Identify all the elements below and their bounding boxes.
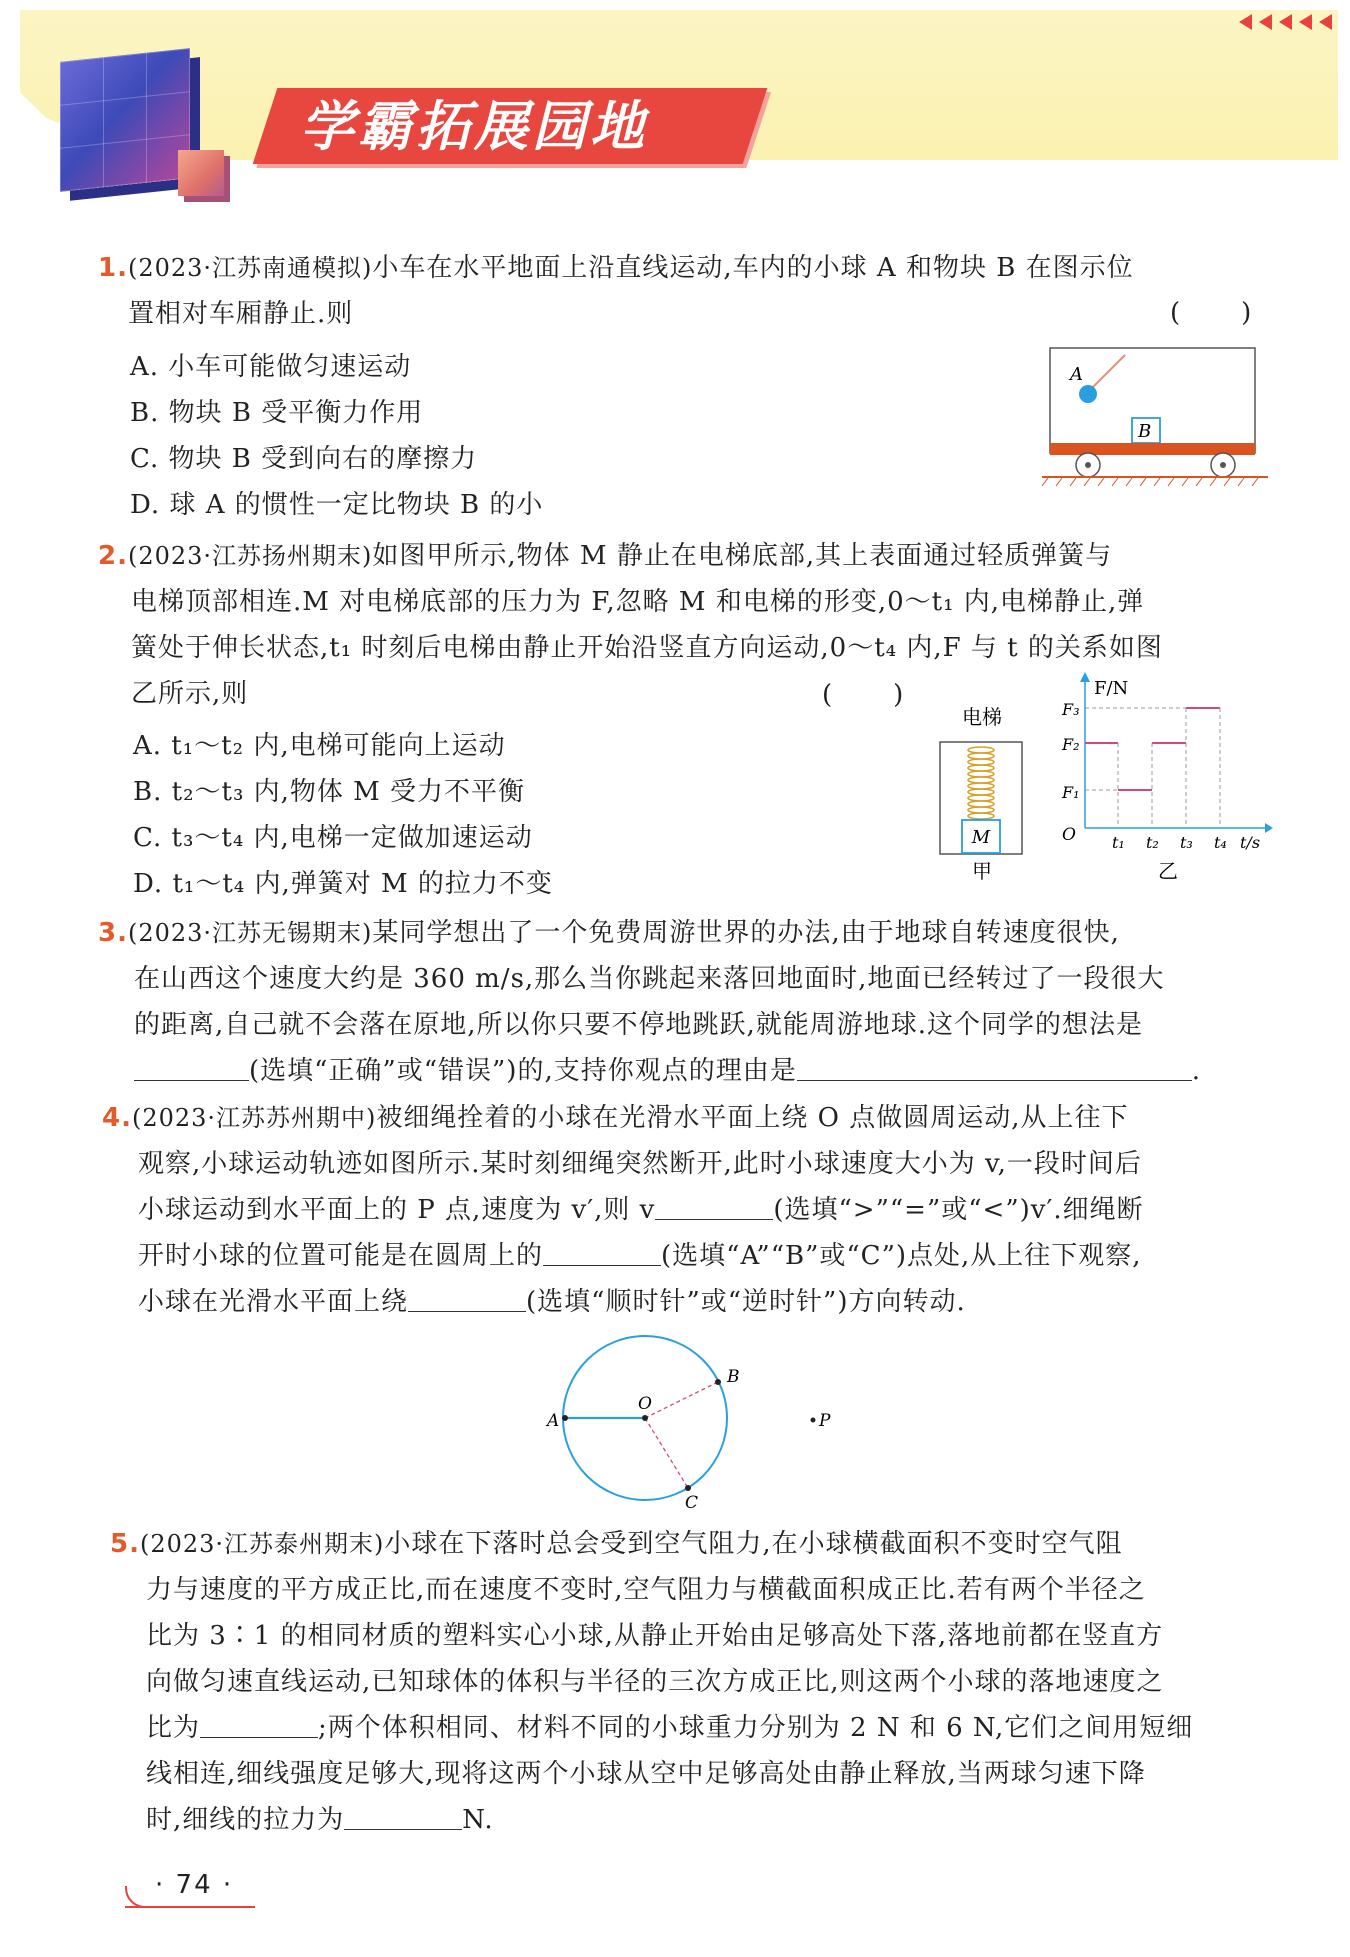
question-text-line: 的距离,自己就不会落在原地,所以你只要不停地跳跃,就能周游地球.这个同学的想法是 [134, 1010, 1144, 1040]
circle-motion-figure [535, 1330, 865, 1510]
cube-decoration-small [178, 150, 224, 196]
option-d: D. t₁～t₄ 内,弹簧对 M 的拉力不变 [133, 869, 553, 899]
question-text-line: 开时小球的位置可能是在圆周上的 [138, 1241, 544, 1271]
figure-caption: 甲 [972, 859, 992, 883]
cart-figure [1040, 340, 1270, 492]
question-4 [102, 1095, 1282, 1325]
question-text-line: 观察,小球运动轨迹如图所示.某时刻细绳突然断开,此时小球速度大小为 v,一段时间后 [138, 1149, 1142, 1179]
x-tick-t2: t₂ [1146, 833, 1159, 852]
elevator-figure [932, 700, 1047, 885]
option-a: A. t₁～t₂ 内,电梯可能向上运动 [133, 731, 506, 761]
question-text-line: 线相连,细线强度足够大,现将这两个小球从空中足够高处由静止释放,当两球匀速下降 [146, 1759, 1146, 1789]
options-list [133, 723, 553, 907]
question-text-line: 向做匀速直线运动,已知球体的体积与半径的三次方成正比,则这两个小球的落地速度之 [146, 1667, 1164, 1697]
question-5 [110, 1521, 1290, 1843]
force-time-graph [1050, 668, 1275, 886]
question-number: 1. [98, 253, 128, 283]
question-text-line: 小球在下落时总会受到空气阻力,在小球横截面积不变时空气阻 [384, 1529, 1123, 1559]
y-axis-label: F/N [1094, 678, 1129, 699]
answer-blank[interactable] [543, 1241, 661, 1266]
question-source: (2023·江苏扬州期末) [127, 542, 373, 570]
block-m-label: M [971, 827, 991, 848]
answer-blank[interactable] [797, 1056, 1192, 1081]
question-text-line: 置相对车厢静止.则 [128, 299, 354, 329]
option-b: B. t₂～t₃ 内,物体 M 受力不平衡 [133, 777, 526, 807]
question-text-line: 比为 [146, 1713, 201, 1743]
question-text-line: N. [462, 1805, 494, 1835]
question-text-line: 在山西这个速度大约是 360 m/s,那么当你跳起来落回地面时,地面已经转过了一段很大 [134, 964, 1165, 994]
answer-blank[interactable] [134, 1056, 249, 1081]
x-axis-label: t/s [1240, 833, 1261, 852]
question-text-line: 时,细线的拉力为 [146, 1805, 345, 1835]
question-source: (2023·江苏苏州期中) [131, 1104, 377, 1132]
question-text-line: 某同学想出了一个免费周游世界的办法,由于地球自转速度很快, [372, 918, 1120, 948]
y-tick-f3: F₃ [1062, 700, 1080, 719]
option-c: C. 物块 B 受到向右的摩擦力 [130, 444, 478, 474]
block-label: B [1138, 421, 1152, 442]
x-tick-t4: t₄ [1214, 833, 1227, 852]
question-text-line: (选填“顺时针”或“逆时针”)方向转动. [526, 1287, 966, 1317]
point-p [811, 1418, 816, 1423]
question-number: 3. [98, 918, 128, 948]
page-number: · 74 · [155, 1870, 234, 1900]
force-curve [1085, 708, 1220, 790]
question-source: (2023·江苏泰州期末) [139, 1530, 385, 1558]
question-source: (2023·江苏南通模拟) [127, 254, 373, 282]
option-b: B. 物块 B 受平衡力作用 [130, 398, 424, 428]
options-list [130, 344, 543, 528]
figure-caption: 乙 [1158, 859, 1178, 883]
point-c [685, 1485, 691, 1491]
question-text-line: 乙所示,则 [131, 679, 249, 709]
question-text-line: 小车在水平地面上沿直线运动,车内的小球 A 和物块 B 在图示位 [372, 253, 1134, 283]
question-text-line: (选填“A”“B”或“C”)点处,从上往下观察, [661, 1241, 1142, 1271]
label-c: C [685, 1493, 699, 1510]
question-text-line: (选填“>”“=”或“<”)v′.细绳断 [773, 1195, 1144, 1225]
header-arrows-decoration [1239, 14, 1332, 30]
question-number: 4. [102, 1103, 132, 1133]
question-3 [98, 910, 1278, 1094]
answer-blank[interactable] [408, 1287, 526, 1312]
ball-label: A [1070, 364, 1083, 385]
answer-blank[interactable] [200, 1713, 318, 1738]
cube-decoration-large [60, 48, 190, 192]
option-c: C. t₃～t₄ 内,电梯一定做加速运动 [133, 823, 533, 853]
ball-a [1079, 385, 1097, 403]
x-tick-t3: t₃ [1180, 833, 1193, 852]
question-source: (2023·江苏无锡期末) [127, 919, 373, 947]
question-number: 2. [98, 541, 128, 571]
origin-label: O [1062, 825, 1076, 845]
question-text-line: 力与速度的平方成正比,而在速度不变时,空气阻力与横截面积成正比.若有两个半径之 [146, 1575, 1146, 1605]
elevator-title: 电梯 [962, 705, 1002, 729]
label-o: O [638, 1394, 652, 1414]
question-text-line: 被细绳拴着的小球在光滑水平面上绕 O 点做圆周运动,从上往下 [376, 1103, 1129, 1133]
question-text-line: 比为 3∶1 的相同材质的塑料实心小球,从静止开始由足够高处下落,落地前都在竖直方 [146, 1621, 1164, 1651]
question-text-line: (选填“正确”或“错误”)的,支持你观点的理由是 [249, 1056, 797, 1086]
label-b: B [727, 1367, 740, 1387]
page-number-decoration [125, 1886, 157, 1908]
answer-bracket: ( ) [1170, 298, 1255, 328]
label-a: A [547, 1411, 560, 1431]
question-text-line: 电梯顶部相连.M 对电梯底部的压力为 F,忽略 M 和电梯的形变,0～t₁ 内,电梯静止,弹 [131, 587, 1145, 617]
page-number-underline [125, 1906, 255, 1908]
point-a [562, 1415, 568, 1421]
answer-bracket: ( ) [822, 680, 907, 710]
section-title: 学霸拓展园地 [300, 95, 648, 158]
y-tick-f1: F₁ [1062, 783, 1080, 802]
answer-blank[interactable] [344, 1805, 462, 1830]
question-text-line: 簧处于伸长状态,t₁ 时刻后电梯由静止开始沿竖直方向运动,0～t₄ 内,F 与 t 的关系如图 [131, 633, 1163, 663]
question-text-line: 如图甲所示,物体 M 静止在电梯底部,其上表面通过轻质弹簧与 [372, 541, 1113, 571]
y-tick-f2: F₂ [1062, 735, 1080, 754]
answer-blank[interactable] [655, 1195, 773, 1220]
period: . [1191, 1056, 1201, 1086]
question-text-line: 小球在光滑水平面上绕 [138, 1287, 409, 1317]
question-text-line: 小球运动到水平面上的 P 点,速度为 v′,则 v [138, 1195, 656, 1225]
dashed-guides [1085, 708, 1220, 828]
x-tick-t1: t₁ [1112, 833, 1125, 852]
question-text-line: ;两个体积相同、材料不同的小球重力分别为 2 N 和 6 N,它们之间用短细 [318, 1713, 1194, 1743]
point-o [642, 1415, 648, 1421]
label-p: P [819, 1411, 831, 1431]
option-a: A. 小车可能做匀速运动 [130, 352, 412, 382]
question-number: 5. [110, 1529, 140, 1559]
point-b [715, 1379, 721, 1385]
question-1 [98, 245, 1268, 337]
option-d: D. 球 A 的惯性一定比物块 B 的小 [130, 490, 544, 520]
